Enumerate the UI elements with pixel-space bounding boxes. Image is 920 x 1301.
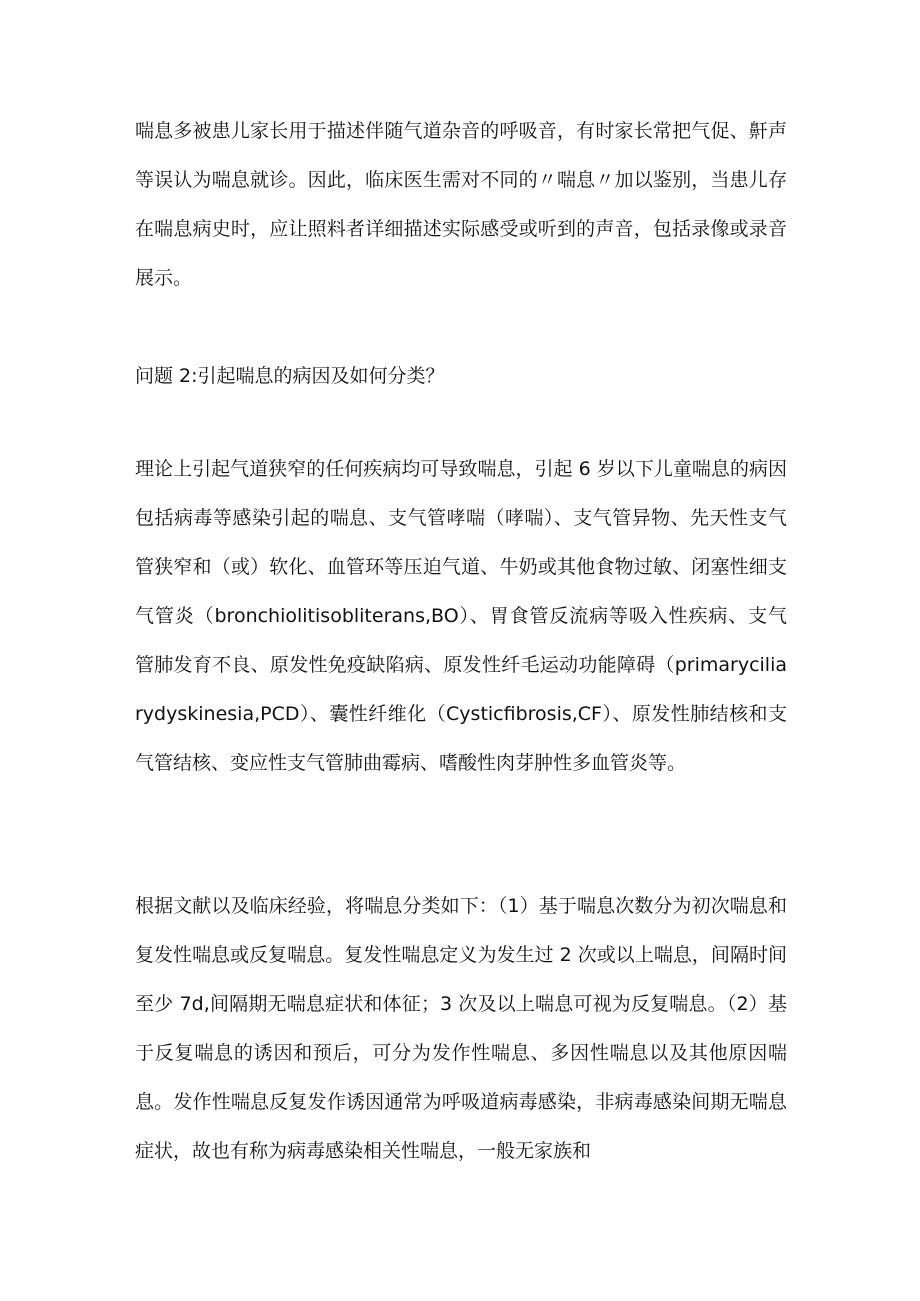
paragraph-wheeze-description: 喘息多被患儿家长用于描述伴随气道杂音的呼吸音，有时家长常把气促、鼾声等误认为喘息就诊。因此，临床医生需对不同的〃喘息〃加以鉴别，当患儿存在喘息病史时，应让照料者详细描述实际感受或听到的声音，包括录像或录音展示。 xyxy=(135,120,787,289)
paragraph-causes: 理论上引起气道狭窄的任何疾病均可导致喘息，引起 6 岁以下儿童喘息的病因包括病毒等感染引起的喘息、支气管哮喘（哮喘）、支气管异物、先天性支气管狭窄和（或）软化、血管环等压迫气道、牛奶或其他食物过敏、闭塞性细支气管炎（bronchiolitisobliterans,BO）、胃食管反流病等吸入性疾病、支气管肺发育不良、原发性免疫缺陷病、原发性纤毛运动功能障碍（primaryciliarydyskinesia,PCD）、囊性纤维化（Cysticfibrosis,CF）、原发性肺结核和支气管结核、变应性支气管肺曲霉病、嗜酸性肉芽肿性多血管炎等。 xyxy=(135,458,787,774)
paragraph-classification: 根据文献以及临床经验，将喘息分类如下：（1）基于喘息次数分为初次喘息和复发性喘息或反复喘息。复发性喘息定义为发生过 2 次或以上喘息，间隔时间至少 7d,间隔期无喘息症状和体征；3 次及以上喘息可视为反复喘息。（2）基于反复喘息的诱因和预后，可分为发作性喘息、多因性喘息以及其他原因喘息。发作性喘息反复发作诱因通常为呼吸道病毒感染，非病毒感染间期无喘息症状，故也有称为病毒感染相关性喘息，一般无家族和 xyxy=(135,895,787,1162)
question-heading: 问题 2:引起喘息的病因及如何分类？ xyxy=(135,365,445,387)
